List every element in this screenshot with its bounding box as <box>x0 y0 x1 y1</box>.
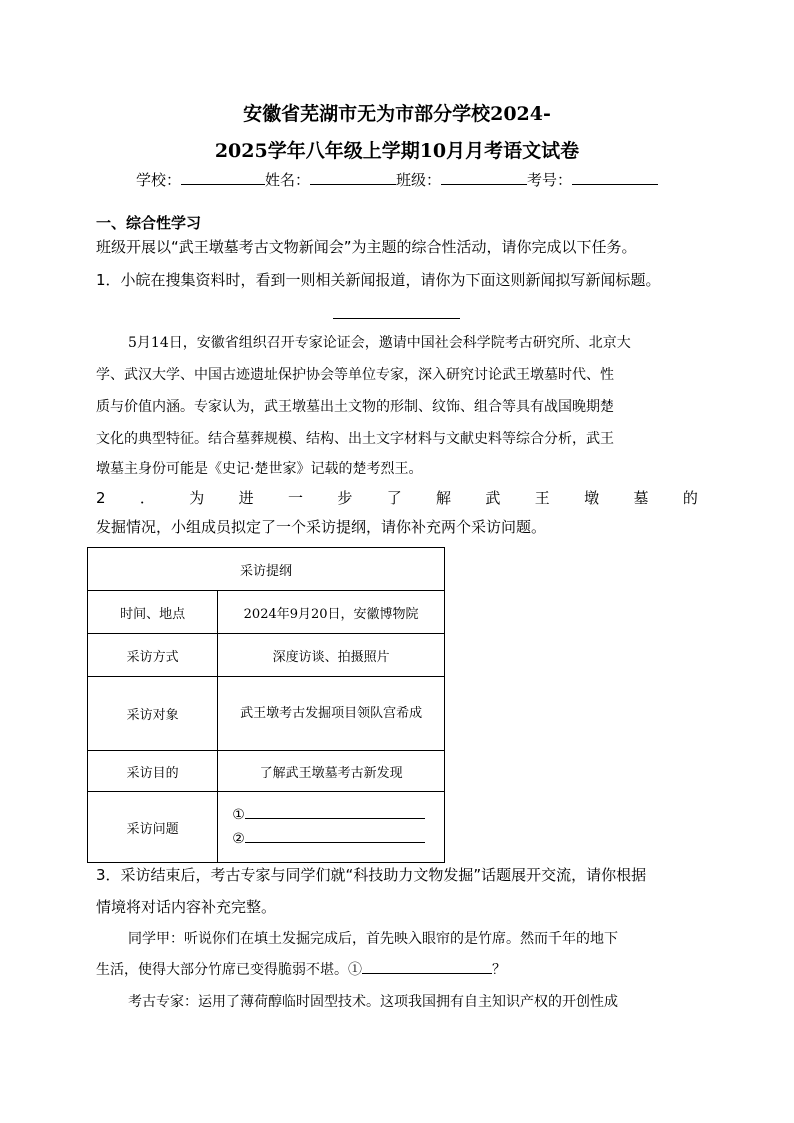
q2-char: 墩 <box>584 489 600 507</box>
q2-char: 了 <box>386 489 402 507</box>
news-line: 墩墓主身份可能是《史记·楚世家》记载的楚考烈王。 <box>96 461 423 477</box>
dialogue-question-mark: ？ <box>492 962 506 978</box>
question-2-line2: 发掘情况，小组成员拟定了一个采访提纲，请你补充两个采访问题。 <box>96 518 547 536</box>
circle-one-mark: ① <box>232 807 245 823</box>
table-row <box>88 677 445 751</box>
section-heading: 一、综合性学习 <box>96 214 202 232</box>
student-info-row <box>0 171 794 189</box>
q2-char: 墓 <box>633 489 649 507</box>
news-line: 5月14日，安徽省组织召开专家论证会，邀请中国社会科学院考古研究所、北京大 <box>128 335 631 351</box>
q2-char: 王 <box>534 489 550 507</box>
q2-char: 解 <box>436 489 452 507</box>
dialogue-student-line2 <box>96 961 506 979</box>
school-blank[interactable] <box>181 172 265 185</box>
row-label: 采访对象 <box>88 677 218 751</box>
q2-char: 一 <box>287 489 303 507</box>
class-blank[interactable] <box>441 172 527 185</box>
table-row <box>88 591 445 634</box>
school-label: 学校： <box>135 171 181 189</box>
class-label: 班级： <box>396 171 442 189</box>
table-row <box>88 634 445 677</box>
interview-question-2[interactable] <box>222 827 440 851</box>
dialogue-answer-blank[interactable] <box>362 961 492 974</box>
section-intro: 班级开展以“武王墩墓考古文物新闻会”为主题的综合性活动，请你完成以下任务。 <box>96 238 637 256</box>
q2-char: 2 <box>96 489 106 507</box>
table-caption: 采访提纲 <box>88 548 445 591</box>
q2-char: 为 <box>189 489 205 507</box>
q2-char: 的 <box>682 489 698 507</box>
row-label: 采访问题 <box>88 792 218 863</box>
q1-answer-blank[interactable] <box>333 318 460 319</box>
exam-title-line2: 2025学年八年级上学期10月月考语文试卷 <box>214 140 580 162</box>
question-2-line1 <box>96 489 698 507</box>
row-value: 2024年9月20日，安徽博物院 <box>218 591 445 634</box>
row-value: 了解武王墩墓考古新发现 <box>218 751 445 792</box>
exam-title-line1: 安徽省芜湖市无为市部分学校2024- <box>243 103 551 125</box>
dialogue-expert-line1: 考古专家：运用了薄荷醇临时固型技术。这项我国拥有自主知识产权的开创性成 <box>128 994 618 1010</box>
row-label: 时间、地点 <box>88 591 218 634</box>
row-value: 武王墩考古发掘项目领队宫希成 <box>218 677 445 751</box>
q2-char: ． <box>139 489 155 507</box>
news-line: 质与价值内涵。专家认为，武王墩墓出土文物的形制、纹饰、组合等具有战国晚期楚 <box>96 399 614 415</box>
row-value: 深度访谈、拍摄照片 <box>218 634 445 677</box>
news-line: 文化的典型特征。结合墓葬规模、结构、出土文字材料与文献史料等综合分析，武王 <box>96 431 614 447</box>
question-3-line2: 情境将对话内容补充完整。 <box>96 898 277 916</box>
news-line: 学、武汉大学、中国古迹遗址保护协会等单位专家，深入研究讨论武王墩墓时代、性 <box>96 367 614 383</box>
q-answer-blank[interactable] <box>245 806 425 819</box>
question-blanks <box>218 792 445 863</box>
q-answer-blank[interactable] <box>245 830 425 843</box>
question-3-line1: 3．采访结束后，考古专家与同学们就“科技助力文物发掘”话题展开交流，请你根据 <box>96 866 647 884</box>
table-row <box>88 751 445 792</box>
name-blank[interactable] <box>310 172 396 185</box>
row-label: 采访方式 <box>88 634 218 677</box>
name-label: 姓名： <box>264 171 310 189</box>
exam-no-blank[interactable] <box>572 172 658 185</box>
q2-char: 武 <box>485 489 501 507</box>
dialogue-text: 生活，使得大部分竹席已变得脆弱不堪。① <box>96 962 362 978</box>
interview-outline-table <box>87 547 445 863</box>
row-label: 采访目的 <box>88 751 218 792</box>
question-1: 1．小皖在搜集资料时，看到一则相关新闻报道，请你为下面这则新闻拟写新闻标题。 <box>96 271 661 289</box>
circle-two-mark: ② <box>232 831 245 847</box>
table-row <box>88 792 445 863</box>
q2-char: 进 <box>238 489 254 507</box>
interview-question-1[interactable] <box>222 803 440 827</box>
dialogue-student-line1: 同学甲：听说你们在填土发掘完成后，首先映入眼帘的是竹席。然而千年的地下 <box>128 931 618 947</box>
q2-char: 步 <box>337 489 353 507</box>
exam-no-label: 考号： <box>527 171 573 189</box>
